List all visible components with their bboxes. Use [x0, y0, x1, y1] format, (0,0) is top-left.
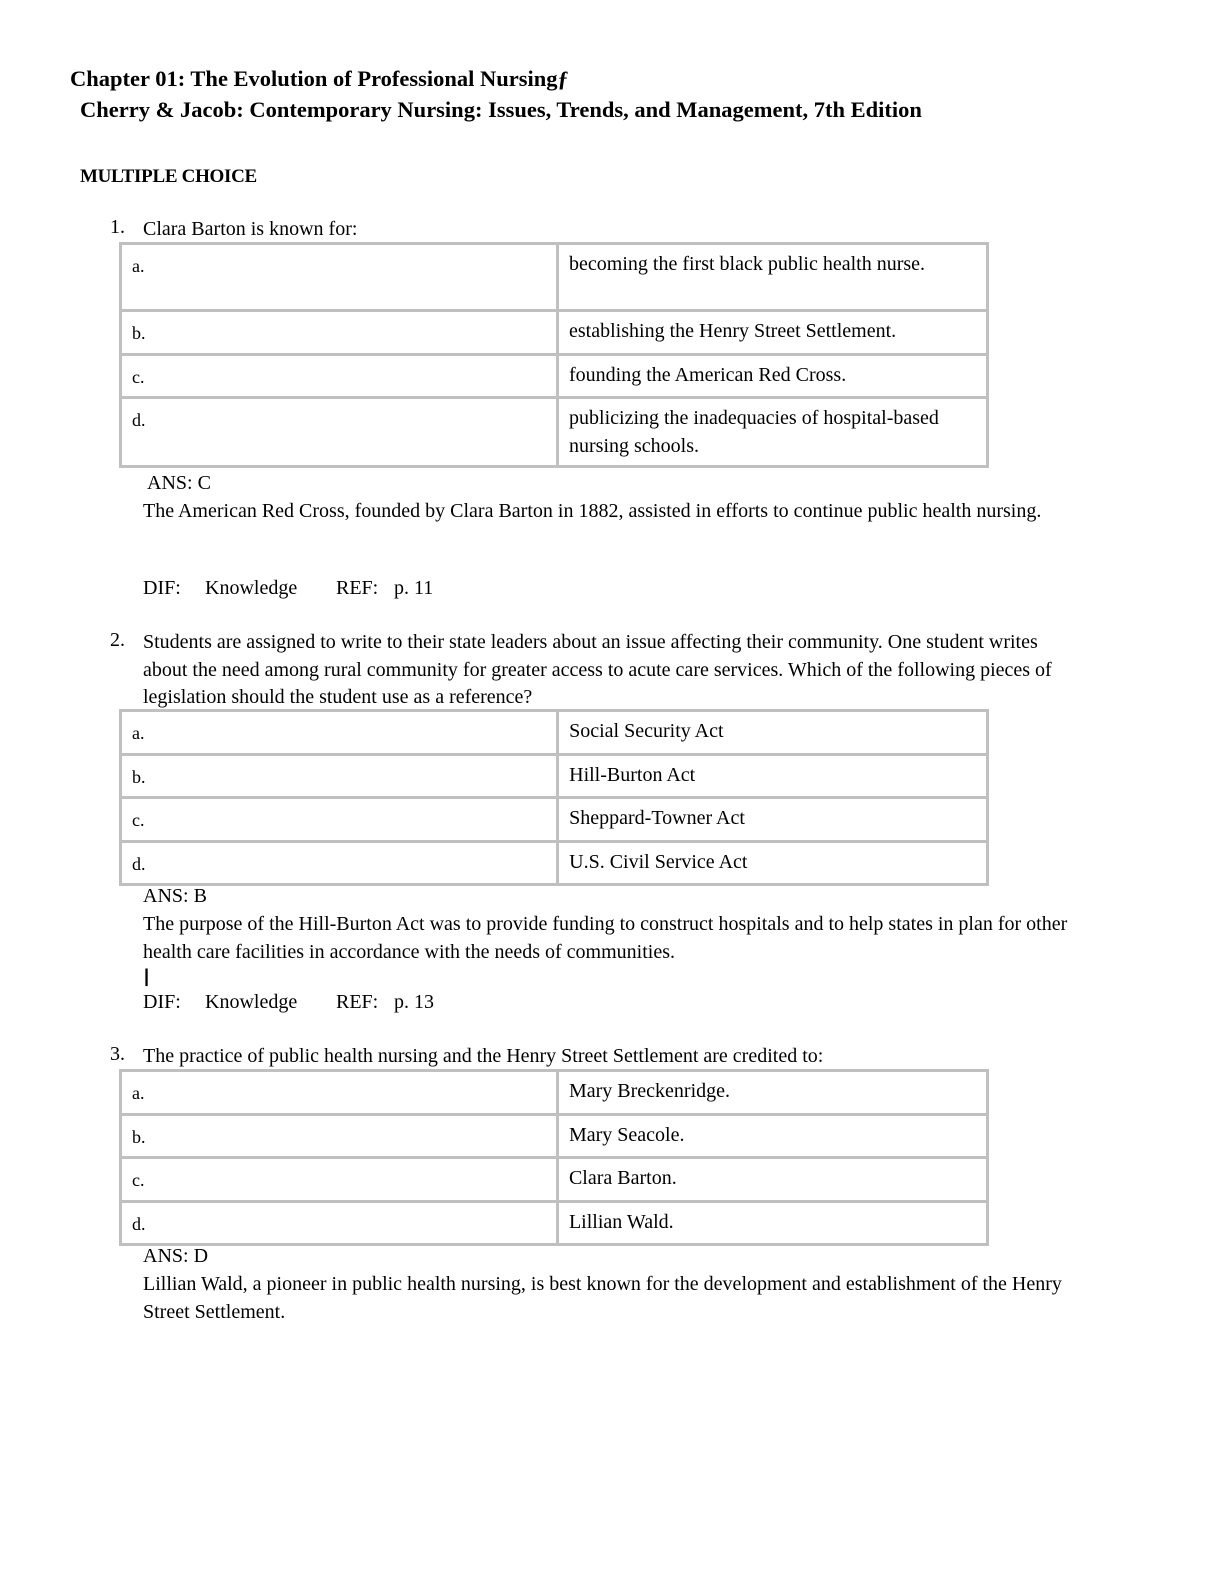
rationale: Lillian Wald, a pioneer in public health nursing, is best known for the development and establishment of the Henry Street Settlement. [143, 1273, 1062, 1323]
choices-table [119, 242, 989, 468]
choice-letter: d. [121, 1201, 558, 1245]
dif-label: DIF: [143, 577, 181, 599]
choice-letter: d. [121, 398, 558, 467]
choice-letter: a. [121, 1071, 558, 1115]
choice-text: Social Security Act [558, 711, 988, 755]
choice-text: becoming the first black public health nurse. [558, 244, 988, 311]
choice-letter: b. [121, 1114, 558, 1158]
ref-label: REF: [336, 577, 379, 599]
answer-key: ANS: B [143, 885, 207, 907]
question-number: 1. [110, 216, 125, 238]
choice-row[interactable] [121, 244, 988, 311]
question-number: 3. [110, 1043, 125, 1065]
choices-table [119, 709, 989, 886]
choice-row[interactable] [121, 798, 988, 842]
book-title: Cherry & Jacob: Contemporary Nursing: Issues, Trends, and Management, 7th Edition [80, 97, 922, 122]
ref-label: REF: [336, 991, 379, 1013]
dif-value: Knowledge [205, 577, 298, 599]
choice-row[interactable] [121, 841, 988, 885]
choice-text: founding the American Red Cross. [558, 354, 988, 398]
question-text: Clara Barton is known for: [143, 218, 358, 240]
choice-row[interactable] [121, 398, 988, 467]
question-meta [143, 577, 433, 600]
answer-key: ANS: C [147, 472, 211, 494]
choice-row[interactable] [121, 711, 988, 755]
rationale: The purpose of the Hill-Burton Act was to provide funding to construct hospitals and to help states in plan for other health care facilities in accordance with the needs of communities. [143, 913, 1068, 963]
choice-letter: c. [121, 354, 558, 398]
choice-text: Lillian Wald. [557, 1201, 987, 1245]
choice-row[interactable] [121, 354, 988, 398]
choice-text: Sheppard-Towner Act [558, 798, 988, 842]
choice-letter: b. [121, 311, 558, 355]
choice-letter: b. [121, 754, 558, 798]
choice-letter: a. [121, 244, 558, 311]
choice-text: Mary Seacole. [557, 1114, 987, 1158]
choice-text: Hill-Burton Act [558, 754, 988, 798]
choice-text: Clara Barton. [557, 1158, 987, 1202]
stray-mark: | [144, 966, 150, 986]
dif-label: DIF: [143, 991, 181, 1013]
choice-letter: d. [121, 841, 558, 885]
choice-row[interactable] [121, 1071, 988, 1115]
choice-letter: c. [121, 798, 558, 842]
answer-key: ANS: D [143, 1245, 209, 1267]
choice-row[interactable] [121, 754, 988, 798]
question-text: The practice of public health nursing and the Henry Street Settlement are credited to: [143, 1045, 824, 1067]
choice-letter: c. [121, 1158, 558, 1202]
rationale: The American Red Cross, founded by Clara Barton in 1882, assisted in efforts to continue public health nursing. [143, 500, 1042, 522]
choice-row[interactable] [121, 1158, 988, 1202]
dif-value: Knowledge [205, 991, 298, 1013]
choice-letter: a. [121, 711, 558, 755]
choices-table [119, 1069, 989, 1246]
section-title: MULTIPLE CHOICE [80, 166, 257, 187]
choice-row[interactable] [121, 311, 988, 355]
question-text: Students are assigned to write to their state leaders about an issue affecting their community. One student writes about the need among rural community for greater access to acute care services. Which of the following pieces of legislation should the student use as a reference? [143, 631, 1052, 708]
choice-text: U.S. Civil Service Act [558, 841, 988, 885]
choice-row[interactable] [121, 1201, 988, 1245]
question-meta [143, 991, 434, 1014]
ref-value: p. 11 [394, 577, 434, 599]
choice-row[interactable] [121, 1114, 988, 1158]
question-number: 2. [110, 629, 125, 651]
choice-text: publicizing the inadequacies of hospital-based nursing schools. [558, 398, 988, 467]
ref-value: p. 13 [394, 991, 434, 1013]
choice-text: Mary Breckenridge. [557, 1071, 987, 1115]
choice-text: establishing the Henry Street Settlement. [558, 311, 988, 355]
chapter-title: Chapter 01: The Evolution of Professional Nursingƒ [70, 66, 569, 91]
